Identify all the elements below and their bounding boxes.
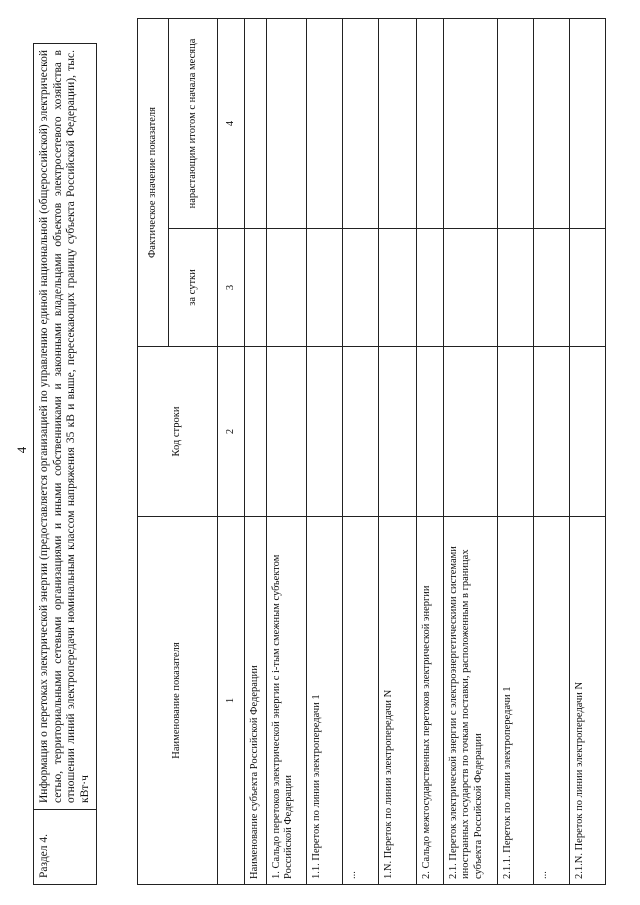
column-number: 1 [218, 517, 245, 885]
table-row [443, 19, 497, 885]
indicator-name: Наименование субъекта Российской Федерации [245, 517, 267, 885]
row-code-cell [533, 347, 569, 517]
row-code-cell [245, 347, 267, 517]
cumulative-cell [569, 19, 605, 229]
row-code-cell [378, 347, 416, 517]
header-cumulative: нарастающим итогом с начала месяца [169, 19, 218, 229]
per-day-cell [497, 229, 533, 347]
indicator-name: 2. Сальдо межгосударственных перетоков электрической энергии [416, 517, 443, 885]
table-row [306, 19, 342, 885]
table-row [569, 19, 605, 885]
table-row [416, 19, 443, 885]
table-row [497, 19, 533, 885]
cumulative-cell [378, 19, 416, 229]
indicators-table [137, 18, 606, 885]
per-day-cell [569, 229, 605, 347]
per-day-cell [378, 229, 416, 347]
section-header [33, 43, 97, 885]
cumulative-cell [266, 19, 306, 229]
per-day-cell [306, 229, 342, 347]
row-code-cell [569, 347, 605, 517]
column-number: 2 [218, 347, 245, 517]
section-label: Раздел 4. [34, 810, 97, 885]
per-day-cell [533, 229, 569, 347]
cumulative-cell [497, 19, 533, 229]
column-number-row [218, 19, 245, 885]
per-day-cell [416, 229, 443, 347]
cumulative-cell [245, 19, 267, 229]
cumulative-cell [533, 19, 569, 229]
column-number: 4 [218, 19, 245, 229]
per-day-cell [342, 229, 378, 347]
cumulative-cell [443, 19, 497, 229]
per-day-cell [245, 229, 267, 347]
row-code-cell [266, 347, 306, 517]
per-day-cell [443, 229, 497, 347]
row-code-cell [497, 347, 533, 517]
indicator-name: 1. Сальдо перетоков электрической энергии с i-тым смежным субъектом Российской Федерации [266, 517, 306, 885]
header-indicator: Наименование показателя [138, 517, 218, 885]
header-actual-value: Фактическое значение показателя [138, 19, 169, 347]
indicator-name: 2.1.1. Переток по линии электропередачи 1 [497, 517, 533, 885]
page-number: 4 [14, 446, 29, 454]
indicator-name: 2.1. Переток электрической энергии с электроэнергетическими системами иностранных государств по точкам поставки, расположенным в границах субъекта Российской Федерации [443, 517, 497, 885]
table-row [266, 19, 306, 885]
table-row [533, 19, 569, 885]
indicator-name: ... [533, 517, 569, 885]
per-day-cell [266, 229, 306, 347]
section-description: Информация о перетоках электрической энергии (предоставляется организацией по управлению единой национальной (общероссийской) электрической сетью, территориальными сетевыми организациями и иными собственниками и законными владельцами объектов электросетевого хозяйства в отношении линий электропередачи номинальным классом напряжения 35 кВ и выше, пересекающих границу субъекта Российской Федерации), тыс. кВт·ч [34, 44, 97, 810]
indicator-name: 1.N. Переток по линии электропередачи N [378, 517, 416, 885]
column-number: 3 [218, 229, 245, 347]
indicator-name: 2.1.N. Переток по линии электропередачи N [569, 517, 605, 885]
indicator-name: ... [342, 517, 378, 885]
cumulative-cell [306, 19, 342, 229]
row-code-cell [443, 347, 497, 517]
header-per-day: за сутки [169, 229, 218, 347]
cumulative-cell [416, 19, 443, 229]
header-row-code: Код строки [138, 347, 218, 517]
row-code-cell [342, 347, 378, 517]
indicator-name: 1.1. Переток по линии электропередачи 1 [306, 517, 342, 885]
row-code-cell [306, 347, 342, 517]
cumulative-cell [342, 19, 378, 229]
table-row [378, 19, 416, 885]
table-row [342, 19, 378, 885]
table-row [245, 19, 267, 885]
row-code-cell [416, 347, 443, 517]
